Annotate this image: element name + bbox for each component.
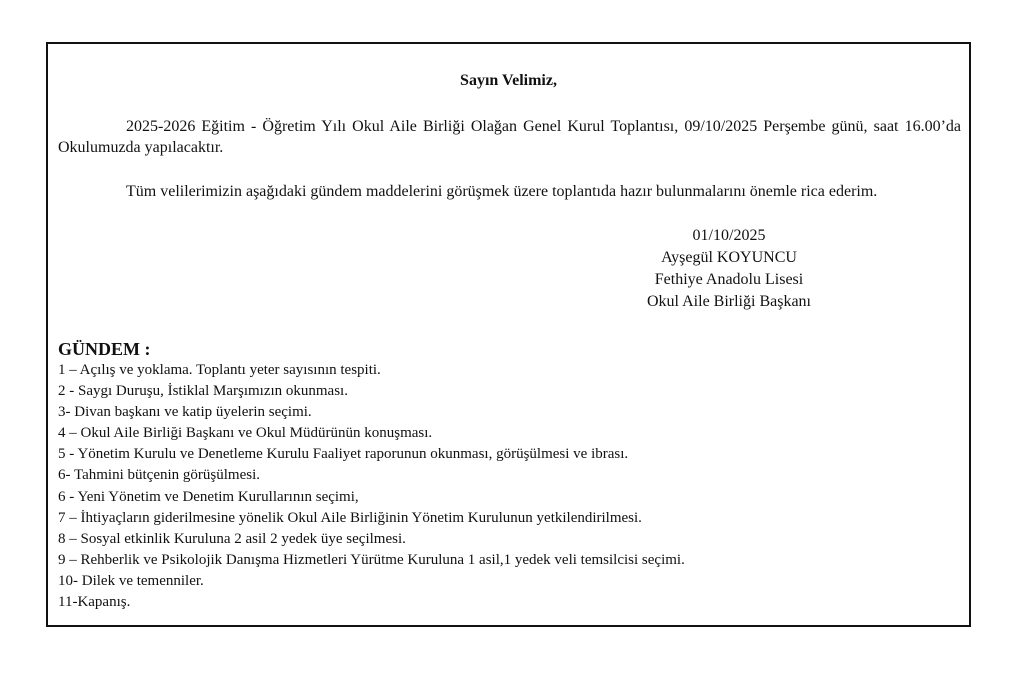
agenda-item: 8 – Sosyal etkinlik Kuruluna 2 asil 2 yedek üye seçilmesi. [58,530,406,547]
signature-name: Ayşegül KOYUNCU [661,249,797,266]
letter-greeting: Sayın Velimiz, [460,72,557,89]
agenda-item: 1 – Açılış ve yoklama. Toplantı yeter sayısının tespiti. [58,362,381,378]
agenda-item: 4 – Okul Aile Birliği Başkanı ve Okul Müdürünün konuşması. [58,425,433,442]
agenda-item: 10- Dilek ve temenniler. [58,572,204,589]
request-paragraph: Tüm velilerimizin aşağıdaki gündem maddelerini görüşmek üzere toplantıda hazır bulunmalarını önemle rica ederim. [126,183,878,200]
agenda-item: 11-Kapanış. [58,594,131,611]
signature-block [614,225,844,313]
agenda-item: 7 – İhtiyaçların giderilmesine yönelik Okul Aile Birliğinin Yönetim Kurulunun yetkilendirilmesi. [58,509,642,526]
letter-frame [46,42,971,627]
signature-date: 01/10/2025 [692,227,766,244]
agenda-item: 9 – Rehberlik ve Psikolojik Danışma Hizmetleri Yürütme Kuruluna 1 asil,1 yedek veli temsilcisi seçimi. [58,551,685,568]
invitation-paragraph: 2025-2026 Eğitim - Öğretim Yılı Okul Aile Birliği Olağan Genel Kurul Toplantısı, 09/10/2025 Perşembe günü, saat 16.00’da Okulumuzda yapılacaktır. [58,118,961,156]
agenda-item: 3- Divan başkanı ve katip üyelerin seçimi. [58,404,312,421]
agenda-item: 6 - Yeni Yönetim ve Denetim Kurullarının seçimi, [58,488,359,505]
agenda-item: 2 - Saygı Duruşu, İstiklal Marşımızın okunması. [58,383,348,400]
agenda-title: GÜNDEM : [58,339,151,359]
agenda-list [58,360,685,613]
signature-school: Fethiye Anadolu Lisesi [654,271,804,288]
signature-title: Okul Aile Birliği Başkanı [647,293,811,310]
agenda-item: 6- Tahmini bütçenin görüşülmesi. [58,467,260,484]
agenda-item: 5 - Yönetim Kurulu ve Denetleme Kurulu Faaliyet raporunun okunması, görüşülmesi ve ibrası. [58,446,629,463]
